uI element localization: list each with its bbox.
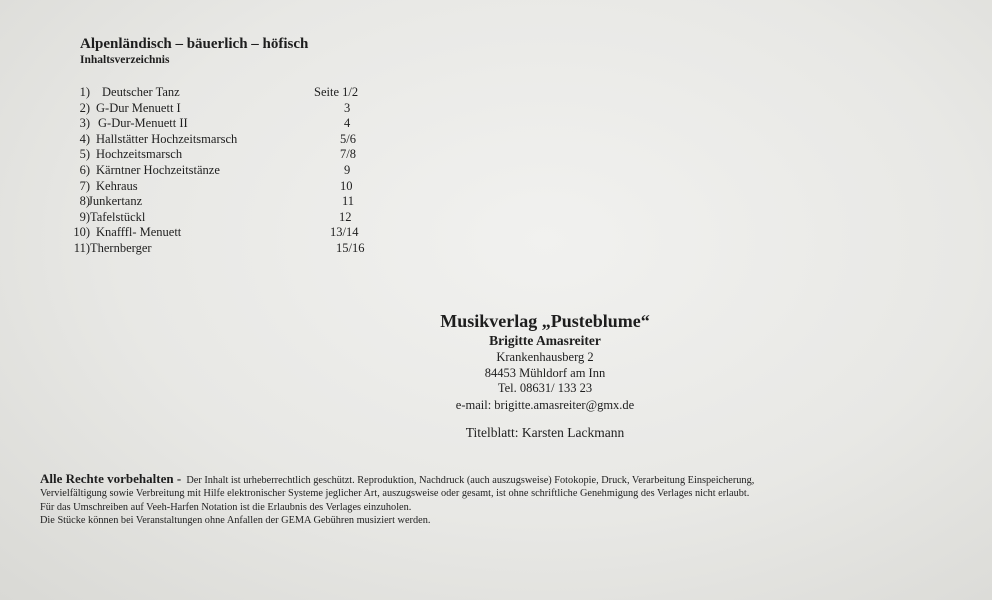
toc-number: 4) [79,131,90,146]
toc-page: 3 [344,100,351,115]
toc-number: 1) [79,85,90,99]
toc-entry [62,85,402,101]
toc-entry [62,225,402,241]
toc-page: 12 [339,209,352,224]
toc-entry [62,241,402,257]
toc-entry [62,147,402,163]
publisher-phone: Tel. 08631/ 133 23 [497,381,593,395]
toc-entry [62,132,402,148]
toc-title: Tafelstückl [90,209,146,224]
toc-page: 9 [344,162,351,177]
toc-number: 5) [79,147,90,162]
toc-number: 2) [79,100,90,115]
toc-title: G-Dur Menuett I [96,100,181,115]
toc-number: 11) [73,240,90,255]
rights-text-line-3: Für das Umschreiben auf Veeh-Harfen Notation ist die Erlaubnis des Verlages einzuholen. [40,501,412,513]
toc-title: Hochzeitsmarsch [96,147,183,162]
rights-text-line-2: Vervielfältigung sowie Verbreitung mit Hilfe elektronischer Systeme jeglicher Art, auszugsweise oder gesamt, ist ohne schriftliche Genehmigung des Verlages nicht erlaubt. [40,488,750,500]
book-title: Alpenländisch – bäuerlich – höfisch [80,36,309,52]
rights-text-line-1: Der Inhalt ist urheberrechtlich geschützt. Reproduktion, Nachdruck (auch auszugsweise) Fotokopie, Druck, Verarbeitung Einspeicherung, [186,475,755,486]
toc-title: Deutscher Tanz [102,85,180,99]
toc-entry [62,179,402,195]
toc-page: 13/14 [330,225,359,240]
toc-page: 15/16 [336,240,365,255]
toc-page: Seite 1/2 [314,85,359,99]
toc-number: 8) [79,194,90,209]
publisher-city: 84453 Mühldorf am Inn [484,365,606,380]
toc-title: Kärntner Hochzeitstänze [96,162,220,177]
publisher-name: Musikverlag „Pusteblume“ [440,311,650,331]
toc-title: Thernberger [90,240,152,255]
toc-title: Hallstätter Hochzeitsmarsch [96,131,238,146]
toc-number: 9) [79,209,90,224]
toc-title: Knafffl- Menuett [96,225,182,240]
toc-page: 11 [342,194,355,209]
toc-entry [62,163,402,179]
cover-credit: Titelblatt: Karsten Lackmann [465,425,625,440]
table-of-contents [62,85,402,257]
toc-title: Junkertanz [88,194,143,209]
toc-number: 3) [79,116,90,131]
publisher-email: e-mail: brigitte.amasreiter@gmx.de [455,397,635,412]
contents-heading: Inhaltsverzeichnis [80,54,170,66]
toc-entry [62,210,402,226]
publisher-owner: Brigitte Amasreiter [489,333,601,348]
toc-entry [62,116,402,132]
rights-notice [40,472,940,527]
publisher-street: Krankenhausberg 2 [496,350,594,364]
toc-number: 7) [79,178,90,193]
publisher-block [380,310,710,413]
toc-page: 4 [344,116,351,131]
toc-entry [62,194,402,210]
toc-title: G-Dur-Menuett II [98,116,188,131]
toc-entry [62,101,402,117]
toc-page: 10 [340,178,353,193]
toc-page: 7/8 [340,147,356,162]
toc-page: 5/6 [340,131,356,146]
toc-title: Kehraus [96,178,138,193]
rights-text-line-4: Die Stücke können bei Veranstaltungen ohne Anfallen der GEMA Gebühren musiziert werden. [40,514,431,526]
rights-heading: Alle Rechte vorbehalten - [40,471,182,486]
toc-number: 10) [73,225,90,240]
toc-number: 6) [79,162,90,177]
